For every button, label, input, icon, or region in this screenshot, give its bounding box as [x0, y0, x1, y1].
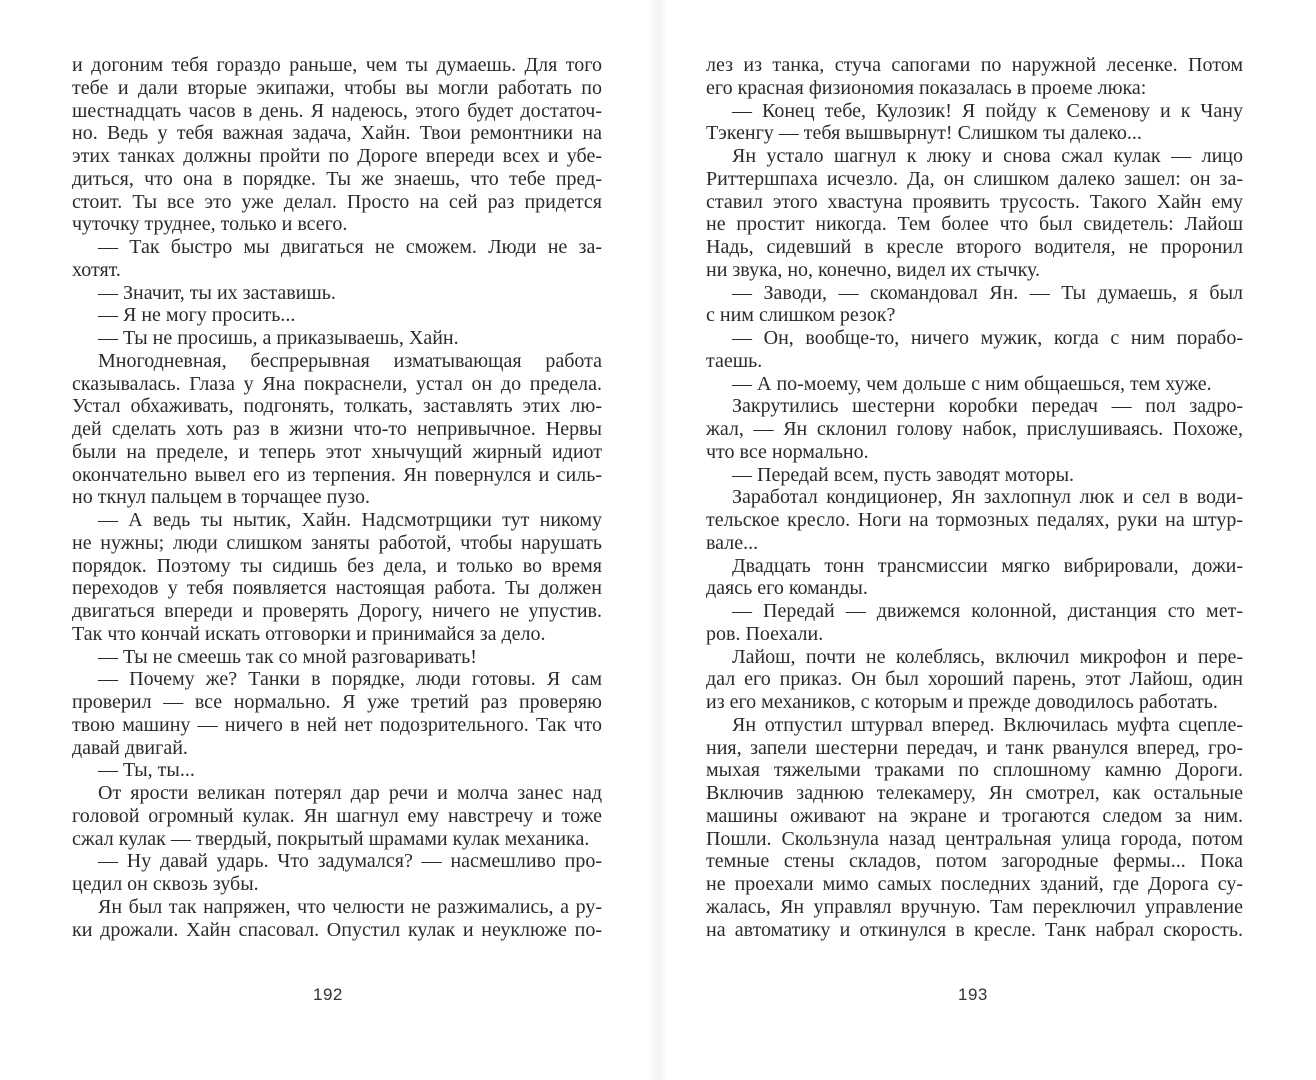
text-line: головой огромный кулак. Ян шагнул ему навстречу и тоже	[72, 804, 602, 827]
text-line: — Передай — движемся колонной, дистанция сто мет-	[732, 600, 1243, 622]
text-line: — Я не могу просить...	[98, 304, 296, 327]
text-line: — Конец тебе, Кулозик! Я пойду к Семенову и к Чану	[732, 99, 1243, 122]
text-line: Заработал кондиционер, Ян захлопнул люк и сел в води-	[732, 486, 1243, 509]
text-line: цедил он сквозь зубы.	[72, 873, 259, 895]
text-line: Тэкенгу — тебя вышвырнут! Слишком ты далеко...	[706, 122, 1142, 145]
text-line: диться, что она в порядке. Ты же знаешь, что тебе пред-	[72, 167, 602, 190]
text-line: Ян отпустил штурвал вперед. Включилась муфта сцепле-	[732, 713, 1243, 736]
book-gutter	[648, 0, 668, 1080]
text-line: окончательно вывел его из терпения. Ян повернулся и силь-	[72, 463, 602, 486]
left-page-number: 192	[313, 985, 343, 1004]
text-line: из его механиков, с которым и прежде доводилось работать.	[706, 691, 1218, 713]
text-line: — Заводи, — скомандовал Ян. — Ты думаешь, я был	[732, 281, 1243, 304]
text-line: ров. Поехали.	[706, 622, 824, 645]
text-line: таешь.	[706, 349, 763, 372]
text-line: Включив заднюю телекамеру, Ян смотрел, как остальные	[706, 782, 1243, 804]
left-page	[72, 54, 602, 941]
text-line: чуточку труднее, только и всего.	[72, 213, 348, 236]
text-line: Лайош, почти не колеблясь, включил микрофон и пере-	[732, 645, 1243, 668]
text-line: — Ты не смеешь так со мной разговаривать!	[98, 645, 477, 668]
text-line: давай двигай.	[72, 736, 188, 759]
text-line: — Передай всем, пусть заводят моторы.	[732, 463, 1075, 486]
text-line: — Он, вообще-то, ничего мужик, когда с ним порабо-	[732, 327, 1243, 349]
text-line: на автоматику и откинулся в кресле. Танк набрал скорость.	[706, 918, 1243, 941]
text-line: ставил этого хвастуна проявить трусость. Такого Хайн ему	[706, 190, 1243, 213]
text-line: Ян устало шагнул к люку и снова сжал кулак — лицо	[732, 145, 1243, 167]
text-line: дей сделать хоть раз в жизни что-то непривычное. Нервы	[72, 418, 602, 440]
text-line: были на пределе, и теперь этот хнычущий жирный идиот	[72, 440, 602, 463]
text-line: жалась, Ян управлял вручную. Там переключил управление	[706, 895, 1243, 918]
right-page	[706, 54, 1243, 941]
text-line: ни звука, но, конечно, видел их стычку.	[706, 258, 1041, 281]
text-line: — А ведь ты нытик, Хайн. Надсмотрщики тут никому	[98, 509, 602, 531]
text-line: лез из танка, стуча сапогами по наружной лесенке. Потом	[706, 54, 1243, 76]
text-line: что все нормально.	[706, 440, 869, 463]
text-line: Пошли. Скользнула назад центральная улица города, потом	[706, 827, 1243, 850]
text-line: От ярости великан потерял дар речи и молча занес над	[98, 782, 602, 804]
text-line: сказывалась. Глаза у Яна покраснели, устал он до предела.	[72, 372, 602, 395]
text-line: переходов у тебя появляется настоящая работа. Ты должен	[72, 577, 602, 600]
text-line: его красная физиономия показалась в проеме люка:	[706, 76, 1147, 99]
text-line: ния, запели шестерни передач, и танк рванулся вперед, гро-	[706, 736, 1243, 759]
text-line: — Почему же? Танки в порядке, люди готовы. Я сам	[98, 668, 602, 691]
text-line: — Значит, ты их заставишь.	[98, 281, 336, 304]
text-line: — Ты не просишь, а приказываешь, Хайн.	[98, 327, 459, 349]
text-line: этих танках должны пройти по Дороге впереди всех и убе-	[72, 145, 602, 167]
text-line: Надь, сидевший в кресле второго водителя, не проронил	[706, 236, 1243, 258]
text-line: даясь его команды.	[706, 577, 868, 600]
text-line: жал, — Ян склонил голову набок, прислушиваясь. Похоже,	[706, 418, 1243, 440]
text-line: не нужны; люди слишком заняты работой, чтобы нарушать	[72, 531, 602, 554]
text-line: тельское кресло. Ноги на тормозных педалях, руки на штур-	[706, 509, 1243, 531]
text-line: но. Ведь у тебя важная задача, Хайн. Твои ремонтники на	[72, 122, 602, 145]
text-line: Риттершпаха исчезло. Да, он слишком далеко зашел: он за-	[706, 167, 1243, 190]
text-line: Так что кончай искать отговорки и принимайся за дело.	[72, 622, 546, 645]
text-line: с ним слишком резок?	[706, 304, 896, 327]
text-line: хотят.	[72, 258, 121, 281]
text-line: Закрутились шестерни коробки передач — пол задро-	[732, 395, 1243, 418]
text-line: не проехали мимо самых последних зданий, где Дорога су-	[706, 873, 1243, 895]
text-line: мыхая тяжелыми траками по сплошному камню Дороги.	[706, 759, 1243, 782]
text-line: твою машину — ничего в ней нет подозрительного. Так что	[72, 713, 602, 736]
text-line: и догоним тебя гораздо раньше, чем ты думаешь. Для того	[72, 54, 602, 76]
text-line: — Ты, ты...	[98, 759, 195, 782]
text-line: дал его приказ. Он был хороший парень, этот Лайош, один	[706, 668, 1243, 691]
text-line: темные стены складов, потом загородные фермы... Пока	[706, 850, 1243, 873]
text-line: не простит никогда. Тем более что был свидетель: Лайош	[706, 213, 1243, 236]
text-line: сжал кулак — твердый, покрытый шрамами кулак механика.	[72, 827, 590, 850]
text-line: проверил — все нормально. Я уже третий раз проверяю	[72, 691, 602, 713]
text-line: стоит. Ты все это уже делал. Просто на сей раз придется	[72, 190, 602, 213]
text-line: Многодневная, беспрерывная изматывающая работа	[98, 349, 602, 372]
text-line: — Так быстро мы двигаться не сможем. Люди не за-	[98, 236, 602, 258]
text-line: Устал обхаживать, подгонять, толкать, заставлять этих лю-	[72, 395, 602, 418]
text-line: Ян был так напряжен, что челюсти не разжимались, а ру-	[98, 895, 602, 918]
text-line: но ткнул пальцем в торчащее пузо.	[72, 486, 371, 509]
text-line: — Ну давай ударь. Что задумался? — насмешливо про-	[98, 850, 602, 873]
right-page-number: 193	[958, 985, 988, 1004]
text-line: порядок. Поэтому ты сидишь без дела, и только во время	[72, 554, 602, 577]
text-line: вале...	[706, 531, 759, 554]
text-line: Двадцать тонн трансмиссии мягко вибрировали, дожи-	[732, 554, 1243, 577]
text-line: двигаться впереди и проверять Дорогу, ничего не упустив.	[72, 600, 602, 622]
text-line: ки дрожали. Хайн спасовал. Опустил кулак и неуклюже по-	[72, 918, 602, 941]
text-line: тебе и дали вторые экипажи, чтобы вы могли работать по	[72, 76, 602, 99]
text-line: шестнадцать часов в день. Я надеюсь, этого будет достаточ-	[72, 99, 602, 122]
text-line: машины оживают на экране и трогаются следом за ним.	[706, 804, 1243, 827]
text-line: — А по-моему, чем дольше с ним общаешься, тем хуже.	[732, 372, 1212, 395]
